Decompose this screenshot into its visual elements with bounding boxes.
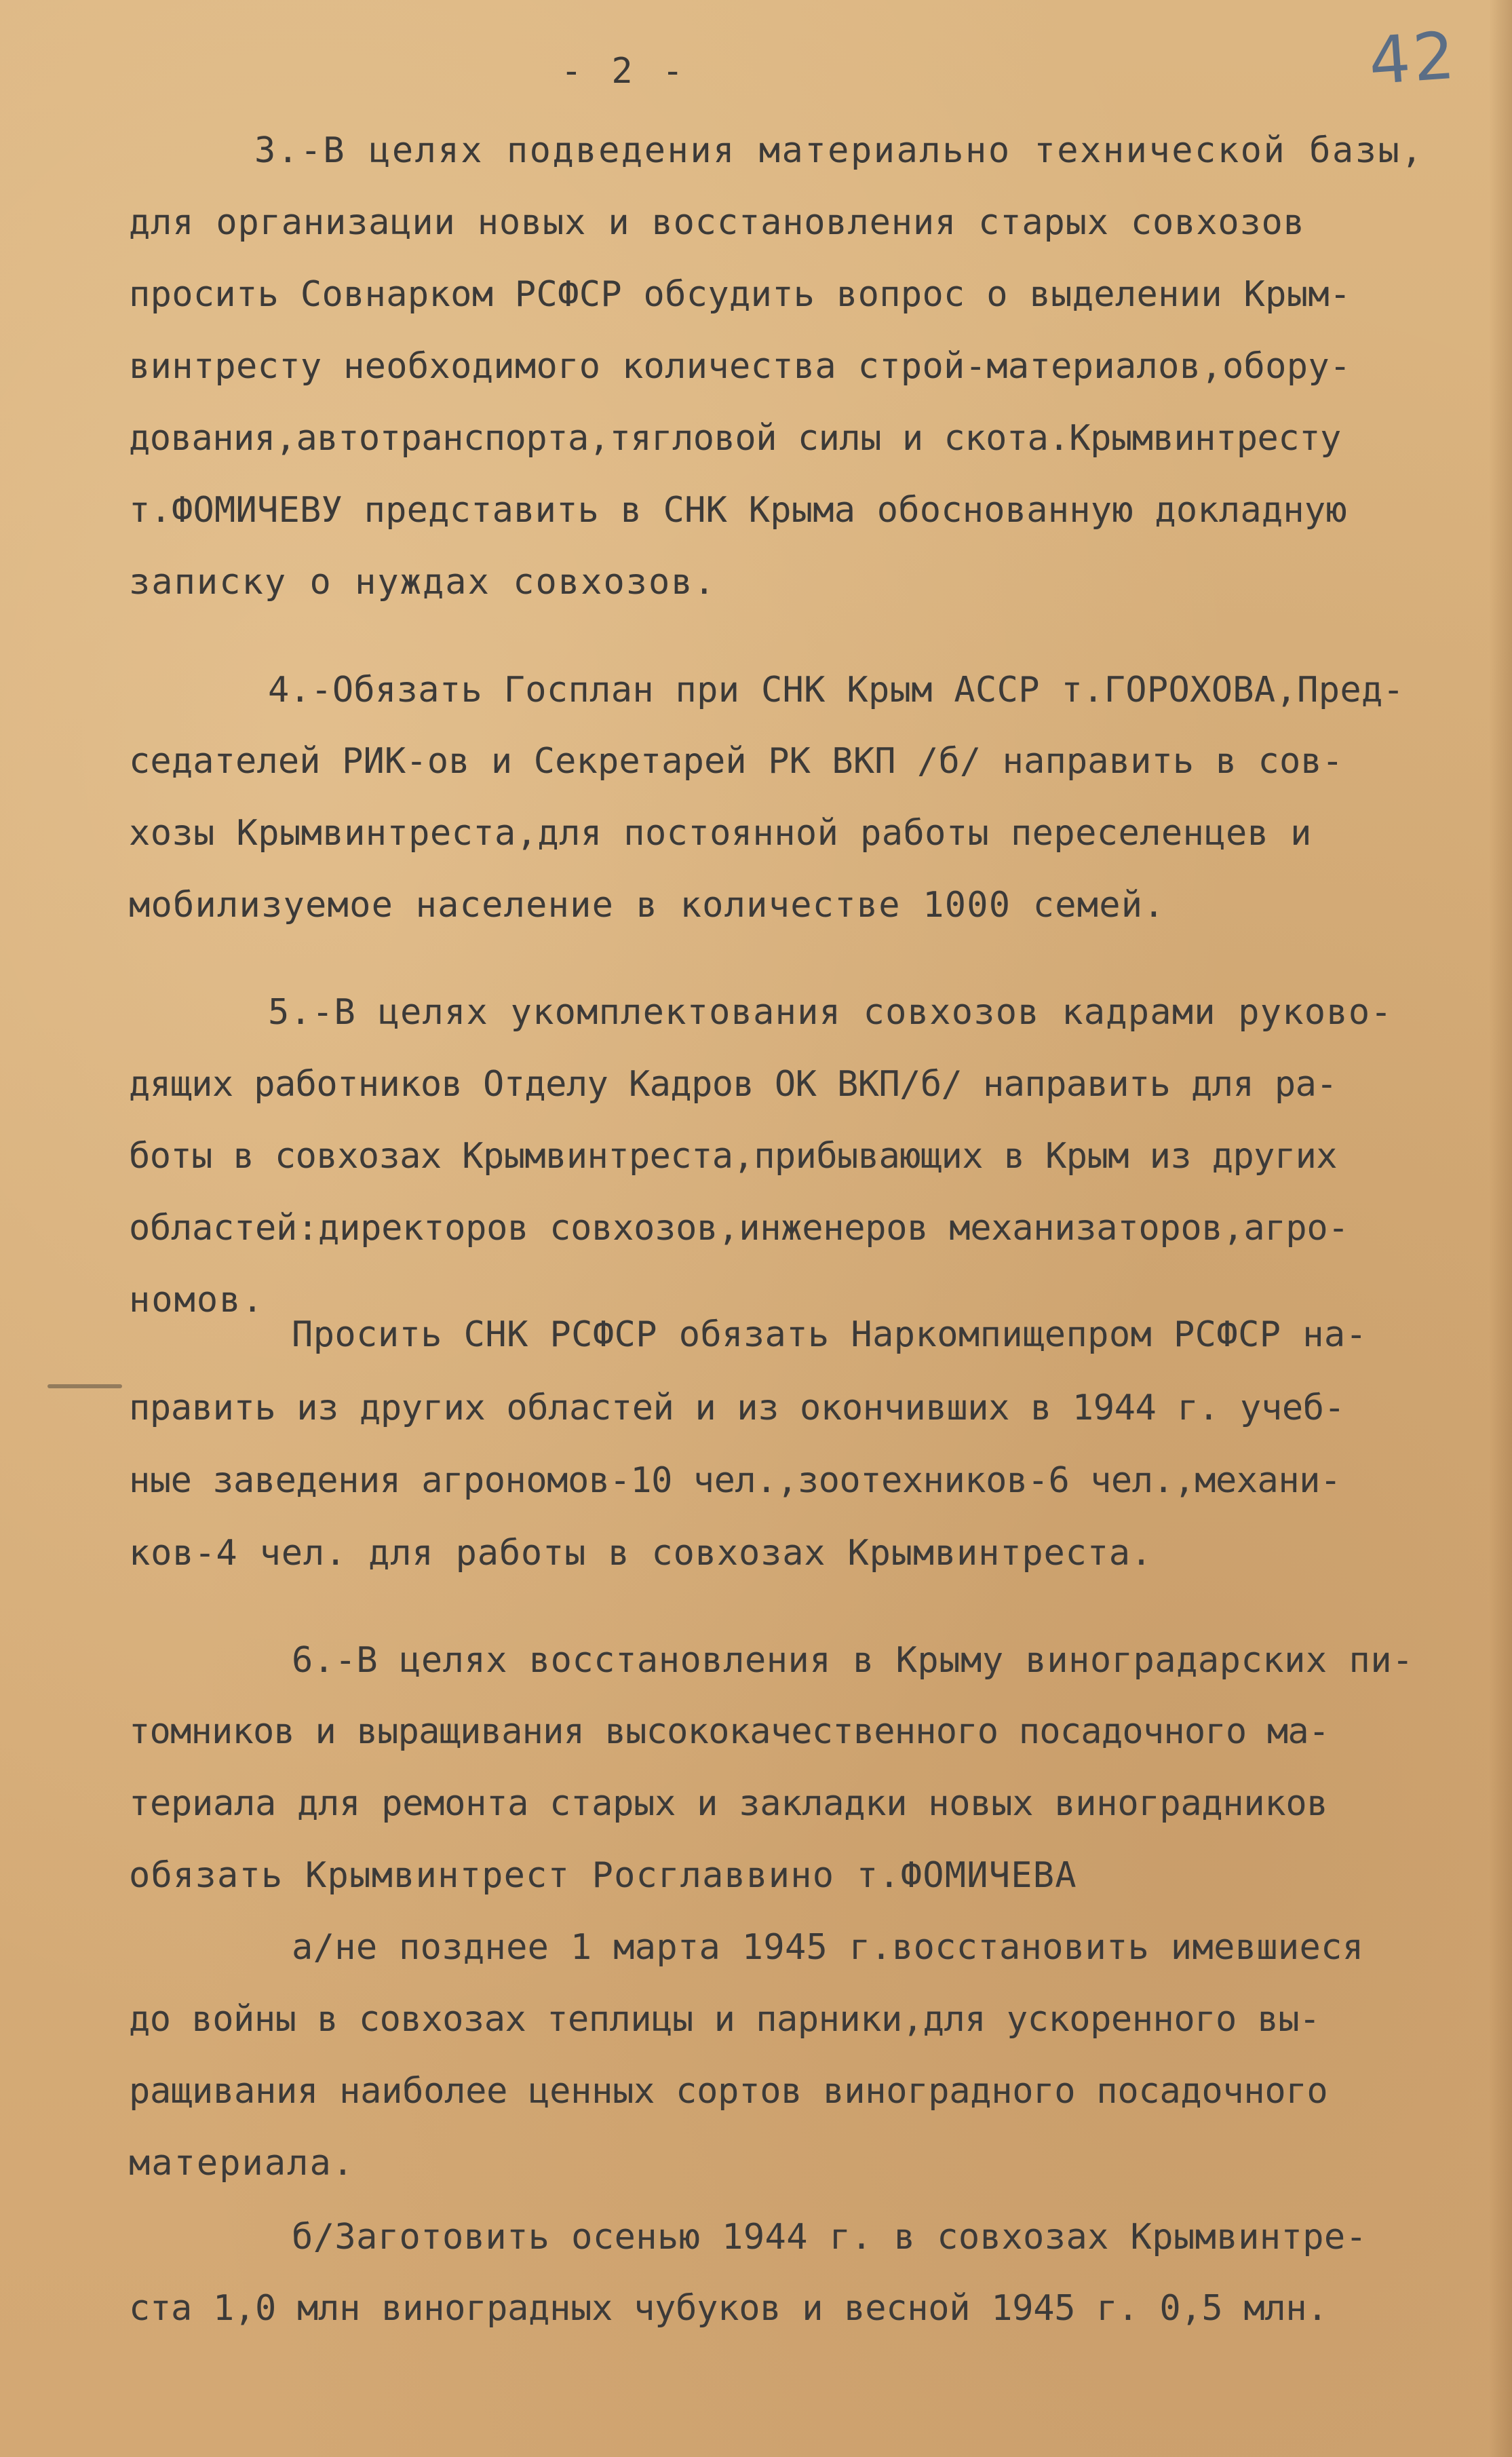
paragraph-5-line-1: 5.-В целях укомплектования совхозов кадрами руково-: [268, 992, 1393, 1033]
paragraph-6b-line-2: ста 1,0 млн виноградных чубуков и весной 1945 г. 0,5 млн.: [129, 2288, 1328, 2329]
paragraph-6-line-1: 6.-В целях восстановления в Крыму виноградарских пи-: [292, 1640, 1414, 1681]
margin-smudge-mark: [47, 1384, 122, 1388]
paragraph-5-line-2: дящих работников Отделу Кадров ОК ВКП/б/ направить для ра-: [129, 1064, 1337, 1105]
paragraph-3-line-7: записку о нуждах совхозов.: [129, 562, 716, 603]
paragraph-6-line-4: обязать Крымвинтрест Росглаввино т.ФОМИЧЕВА: [129, 1855, 1077, 1896]
paragraph-6a-line-4: материала.: [129, 2143, 355, 2184]
paragraph-3-line-3: просить Совнарком РСФСР обсудить вопрос о выделении Крым-: [129, 274, 1351, 315]
paragraph-3-line-5: дования,автотранспорта,тягловой силы и скота.Крымвинтресту: [129, 418, 1341, 459]
paragraph-6b-line-1: б/Заготовить осенью 1944 г. в совхозах Крымвинтре-: [292, 2217, 1368, 2258]
paragraph-3-line-6: т.ФОМИЧЕВУ представить в СНК Крыма обоснованную докладную: [129, 490, 1347, 531]
paragraph-4-line-4: мобилизуемое население в количестве 1000 семей.: [129, 885, 1165, 926]
page-number: - 2 -: [560, 51, 688, 92]
paragraph-5b-line-4: ков-4 чел. для работы в совхозах Крымвинтреста.: [129, 1533, 1153, 1574]
paper-edge-shadow: [1489, 0, 1512, 2457]
paragraph-6a-line-2: до войны в совхозах теплицы и парники,для ускоренного вы-: [129, 1999, 1320, 2040]
paragraph-6a-line-3: ращивания наиболее ценных сортов виноградного посадочного: [129, 2071, 1328, 2112]
paragraph-4-line-3: хозы Крымвинтреста,для постоянной работы переселенцев и: [129, 813, 1312, 854]
paragraph-3-line-2: для организации новых и восстановления старых совхозов: [129, 202, 1305, 243]
paragraph-6-line-2: томников и выращивания высококачественного посадочного ма-: [129, 1711, 1330, 1752]
paragraph-6-line-3: териала для ремонта старых и закладки новых виноградников: [129, 1783, 1328, 1824]
paragraph-6a-line-1: а/не позднее 1 марта 1945 г.восстановить имевшиеся: [292, 1927, 1364, 1968]
paragraph-5-line-5: номов.: [129, 1280, 265, 1320]
paragraph-5-line-4: областей:директоров совхозов,инженеров механизаторов,агро-: [129, 1208, 1349, 1249]
paragraph-5b-line-3: ные заведения агрономов-10 чел.,зоотехников-6 чел.,механи-: [129, 1460, 1341, 1501]
paragraph-5b-line-1: Просить СНК РСФСР обязать Наркомпищепром РСФСР на-: [292, 1314, 1368, 1355]
paragraph-5b-line-2: править из других областей и из окончивших в 1944 г. учеб-: [129, 1388, 1345, 1428]
paragraph-3-line-1: 3.-В целях подведения материально технической базы,: [254, 130, 1424, 171]
paragraph-5-line-3: боты в совхозах Крымвинтреста,прибывающих в Крым из других: [129, 1136, 1337, 1177]
folio-number-handwritten: 42: [1366, 17, 1460, 100]
paragraph-4-line-1: 4.-Обязать Госплан при СНК Крым АССР т.ГОРОХОВА,Пред-: [268, 670, 1405, 710]
paragraph-3-line-4: винтресту необходимого количества строй-материалов,обору-: [129, 346, 1351, 387]
paragraph-4-line-2: седателей РИК-ов и Секретарей РК ВКП /б/ направить в сов-: [129, 741, 1344, 782]
